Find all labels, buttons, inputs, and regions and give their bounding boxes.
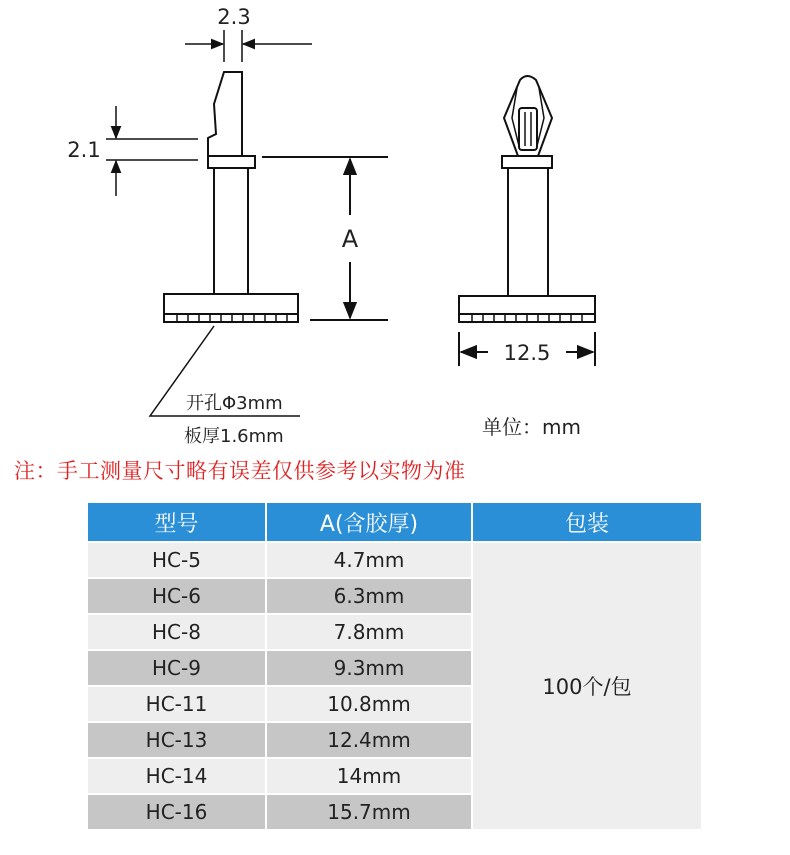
spec-table: [86, 501, 703, 831]
header-model: 型号: [88, 503, 265, 541]
model-cell: HC-14: [88, 759, 265, 793]
front-view: [459, 76, 595, 322]
thickness-label: 板厚1.6mm: [184, 426, 284, 447]
a-cell: 15.7mm: [267, 795, 471, 829]
header-packaging: 包装: [473, 503, 701, 541]
model-cell: HC-11: [88, 687, 265, 721]
model-cell: HC-8: [88, 615, 265, 649]
table-row: [88, 543, 701, 577]
dim-label-2-1: 2.1: [67, 138, 101, 162]
dimension-2-1: [106, 106, 198, 196]
a-cell: 6.3mm: [267, 579, 471, 613]
a-cell: 9.3mm: [267, 651, 471, 685]
header-a: A(含胶厚): [267, 503, 471, 541]
a-cell: 7.8mm: [267, 615, 471, 649]
dim-label-2-3: 2.3: [217, 5, 251, 29]
model-cell: HC-5: [88, 543, 265, 577]
a-cell: 4.7mm: [267, 543, 471, 577]
model-cell: HC-16: [88, 795, 265, 829]
model-cell: HC-13: [88, 723, 265, 757]
measurement-note: 注：手工测量尺寸略有误差仅供参考以实物为准: [14, 459, 466, 483]
model-cell: HC-6: [88, 579, 265, 613]
model-cell: HC-9: [88, 651, 265, 685]
dim-label-12-5: 12.5: [503, 341, 551, 365]
a-cell: 12.4mm: [267, 723, 471, 757]
side-view: [164, 72, 298, 322]
dim-label-a: A: [341, 225, 359, 253]
dimension-2-3: [185, 30, 312, 62]
packaging-cell: 100个/包: [473, 543, 701, 829]
table-header-row: [88, 503, 701, 541]
hole-label: 开孔Φ3mm: [186, 393, 283, 414]
unit-label: 单位：mm: [482, 415, 581, 439]
a-cell: 10.8mm: [267, 687, 471, 721]
a-cell: 14mm: [267, 759, 471, 793]
